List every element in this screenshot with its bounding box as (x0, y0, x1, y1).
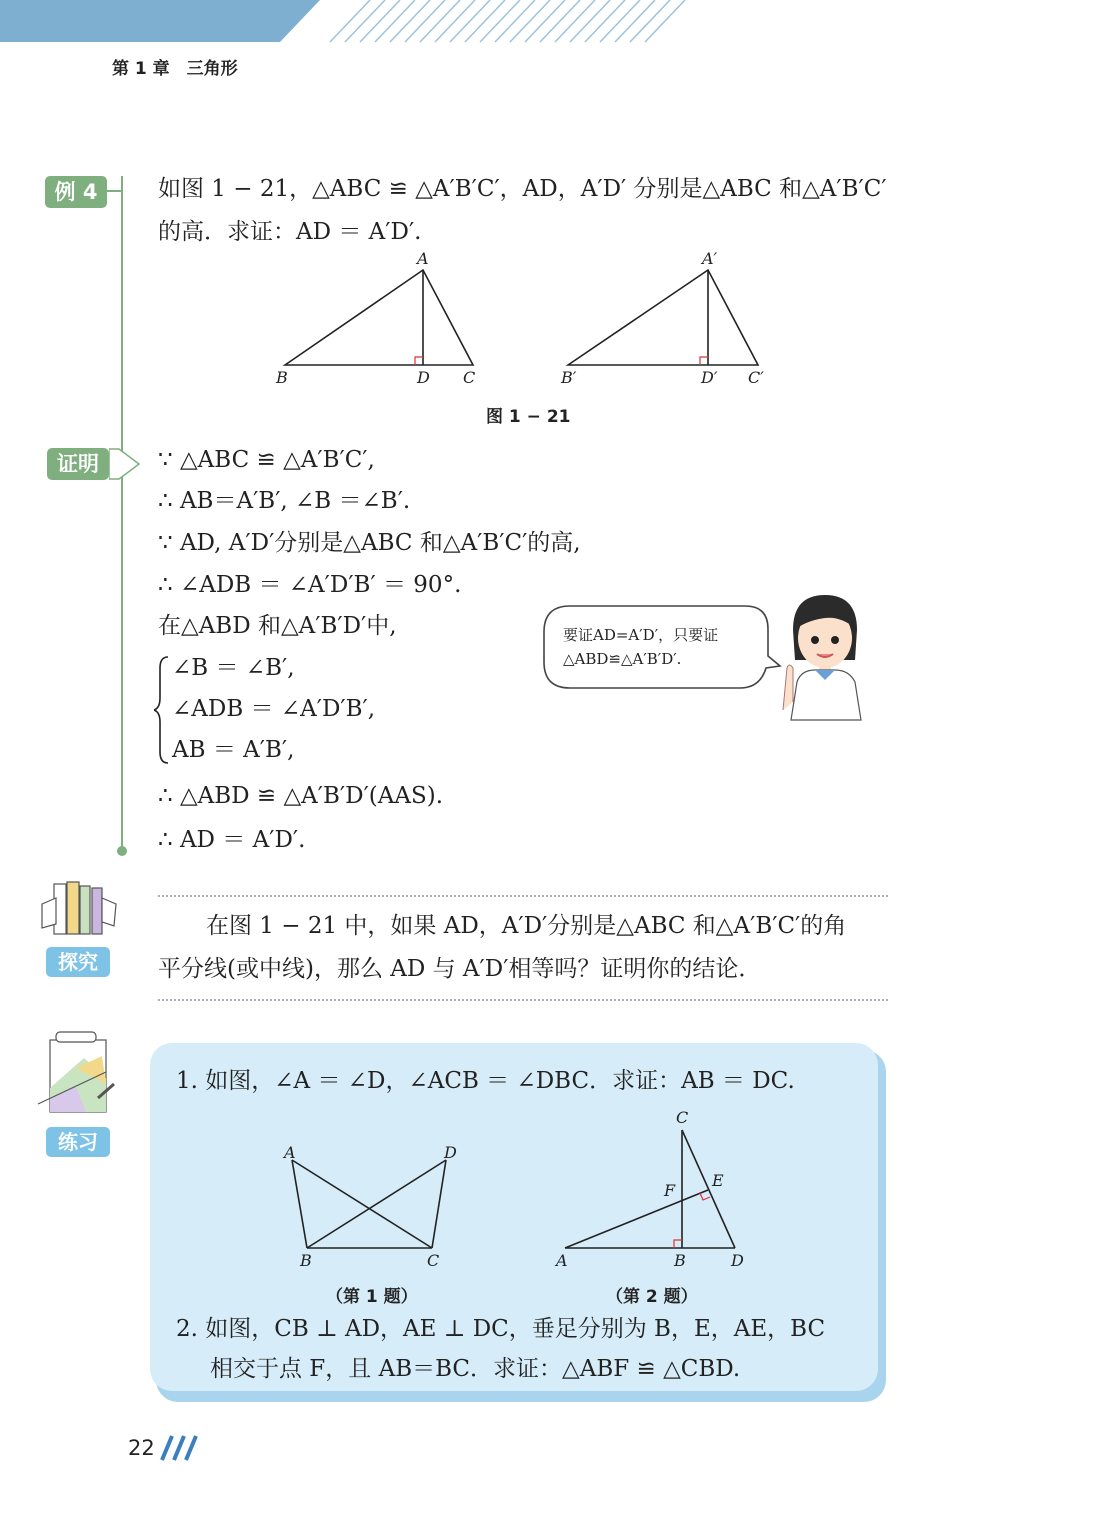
explore-line-1: 在图 1 − 21 中，如果 AD，A′D′分别是△ABC 和△A′B′C′的角 (206, 913, 847, 939)
practice-figure-1 (280, 1140, 460, 1272)
triangle-abc (285, 270, 473, 365)
proof-line-5: 在△ABD 和△A′B′D′中, (158, 613, 397, 639)
label-b: B (276, 368, 288, 387)
p2-label-a: A (556, 1251, 568, 1270)
practice-q1: 1. 如图，∠A ＝ ∠D，∠ACB ＝ ∠DBC．求证：AB ＝ DC. (176, 1068, 795, 1094)
label-c-prime: C′ (748, 368, 764, 387)
notebook-icon (36, 1028, 120, 1118)
label-c: C (463, 368, 476, 387)
example-line-2: 的高．求证：AD ＝ A′D′. (158, 219, 422, 245)
label-d-prime: D′ (701, 368, 718, 387)
practice-q2-line-2: 相交于点 F，且 AB＝BC．求证：△ABF ≌ △CBD. (210, 1356, 741, 1382)
p1-label-a: A (284, 1143, 296, 1162)
practice-fig1-caption: （第 1 题） (326, 1287, 418, 1307)
practice-figure-2 (550, 1106, 750, 1272)
triangle-abc-prime (568, 270, 758, 365)
proof-tag: 证明 (47, 448, 109, 480)
figure-1-21 (270, 248, 790, 393)
practice-fig2-caption: （第 2 题） (606, 1287, 698, 1307)
proof-line-3: ∵ AD, A′D′分别是△ABC 和△A′B′C′的高, (158, 530, 581, 556)
practice-q2-line-1: 2. 如图，CB ⊥ AD，AE ⊥ DC，垂足分别为 B，E，AE，BC (176, 1316, 826, 1342)
label-d: D (417, 368, 430, 387)
speech-bubble (540, 604, 785, 692)
side-rule (121, 176, 123, 852)
conclusion-line-2: ∴ AD ＝ A′D′. (158, 827, 306, 853)
p2-label-e: E (712, 1171, 724, 1190)
proof-line-2: ∴ AB＝A′B′, ∠B ＝∠B′. (158, 488, 411, 514)
header-banner (0, 0, 1093, 44)
p1-label-b: B (300, 1251, 312, 1270)
conclusion-line-1: ∴ △ABD ≌ △A′B′D′(AAS). (158, 783, 444, 809)
figure-caption: 图 1 − 21 (486, 407, 571, 427)
explore-line-2: 平分线(或中线)，那么 AD 与 A′D′相等吗？证明你的结论． (158, 956, 762, 982)
proof-line-1: ∵ △ABC ≌ △A′B′C′, (158, 447, 375, 473)
system-line-1: ∠B ＝ ∠B′, (172, 655, 295, 681)
example-tag-connector (107, 190, 121, 192)
speech-line-1: 要证AD=A′D′，只要证 (563, 626, 719, 644)
page-number: 22 (128, 1436, 155, 1460)
p1-label-c: C (427, 1251, 440, 1270)
explore-divider-top (158, 895, 888, 897)
system-brace (154, 654, 172, 766)
student-illustration (775, 590, 875, 725)
label-a: A (417, 249, 429, 268)
p1-label-d: D (444, 1143, 457, 1162)
right-angle-mark-left (415, 357, 423, 365)
practice-tag: 练习 (46, 1127, 110, 1157)
chapter-title: 第 1 章 三角形 (112, 59, 238, 79)
right-angle-mark-right (700, 357, 708, 365)
p2-label-f: F (664, 1181, 676, 1200)
proof-tag-arrow (109, 448, 141, 480)
label-a-prime: A′ (702, 249, 718, 268)
p2-label-c: C (676, 1108, 689, 1127)
explore-tag: 探究 (46, 947, 110, 977)
label-b-prime: B′ (561, 368, 577, 387)
explore-divider-bottom (158, 999, 888, 1001)
books-icon (40, 878, 120, 940)
example-tag: 例 4 (45, 176, 107, 208)
system-line-3: AB ＝ A′B′, (172, 737, 295, 763)
example-line-1: 如图 1 − 21，△ABC ≌ △A′B′C′，AD，A′D′ 分别是△ABC 和△A′B′C′ (158, 176, 887, 202)
side-rule-dot (117, 846, 127, 856)
speech-line-2: △ABD≌△A′B′D′. (563, 650, 682, 668)
proof-line-4: ∴ ∠ADB ＝ ∠A′D′B′ ＝ 90°. (158, 572, 462, 598)
system-line-2: ∠ADB ＝ ∠A′D′B′, (172, 696, 376, 722)
p2-label-b: B (674, 1251, 686, 1270)
page-number-slashes (158, 1434, 200, 1462)
p2-label-d: D (731, 1251, 744, 1270)
